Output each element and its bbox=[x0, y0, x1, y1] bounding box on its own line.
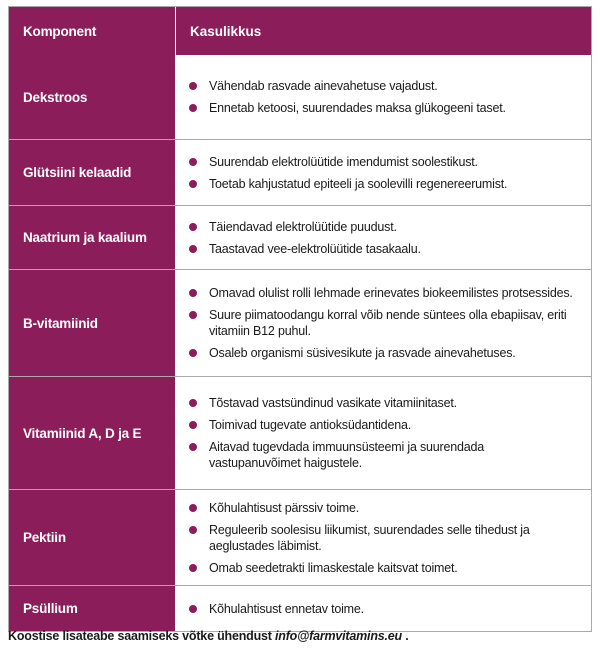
bullet-icon bbox=[189, 564, 197, 572]
bullet-icon bbox=[189, 504, 197, 512]
table-row bbox=[9, 205, 591, 269]
benefit-text: Suure piimatoodangu korral võib nende süntees olla ebapiisav, eriti vitamiin B12 puhul. bbox=[209, 308, 567, 338]
bullet-icon bbox=[189, 245, 197, 253]
list-item bbox=[176, 560, 577, 576]
list-item bbox=[176, 601, 577, 617]
benefit-list bbox=[175, 490, 591, 585]
component-name: Pektiin bbox=[9, 490, 175, 585]
component-name: B-vitamiinid bbox=[9, 270, 175, 376]
benefit-list bbox=[175, 377, 591, 489]
bullet-icon bbox=[189, 180, 197, 188]
list-item bbox=[176, 176, 577, 192]
components-table bbox=[8, 6, 592, 632]
benefit-text: Toetab kahjustatud epiteeli ja soolevilli regenereerumist. bbox=[209, 176, 508, 191]
bullet-icon bbox=[189, 289, 197, 297]
list-item bbox=[176, 439, 577, 471]
table-row bbox=[9, 139, 591, 205]
benefit-list bbox=[175, 206, 591, 269]
list-item bbox=[176, 78, 577, 94]
list-item bbox=[176, 307, 577, 339]
benefit-text: Omavad olulist rolli lehmade erinevates biokeemilistes protsessides. bbox=[209, 286, 573, 300]
table-row bbox=[9, 55, 591, 139]
bullet-icon bbox=[189, 223, 197, 231]
bullet-icon bbox=[189, 399, 197, 407]
list-item bbox=[176, 500, 577, 516]
bullet-icon bbox=[189, 82, 197, 90]
header-benefit: Kasulikkus bbox=[175, 7, 591, 55]
benefit-text: Aitavad tugevdada immuunsüsteemi ja suurendada vastupanuvõimet haigustele. bbox=[209, 440, 485, 470]
component-name: Dekstroos bbox=[9, 55, 175, 139]
bullet-icon bbox=[189, 104, 197, 112]
bullet-icon bbox=[189, 421, 197, 429]
list-item bbox=[176, 417, 577, 433]
contact-footer bbox=[8, 629, 409, 643]
header-component: Komponent bbox=[9, 7, 175, 55]
benefit-text: Omab seedetrakti limaskestale kaitsvat toimet. bbox=[209, 560, 458, 575]
benefit-list bbox=[175, 586, 591, 631]
list-item bbox=[176, 395, 577, 411]
benefit-text: Toimivad tugevate antioksüdantidena. bbox=[209, 418, 411, 432]
benefit-text: Täiendavad elektrolüütide puudust. bbox=[209, 219, 397, 234]
benefit-text: Suurendab elektrolüütide imendumist soolestikust. bbox=[209, 154, 478, 169]
benefit-list bbox=[175, 140, 591, 205]
list-item bbox=[176, 345, 577, 361]
table-body bbox=[9, 55, 591, 631]
bullet-icon bbox=[189, 443, 197, 451]
table-header-row bbox=[9, 7, 591, 55]
bullet-icon bbox=[189, 311, 197, 319]
table-row bbox=[9, 376, 591, 489]
footer-end: . bbox=[405, 629, 409, 643]
contact-email[interactable]: info@farmvitamins.eu bbox=[275, 629, 402, 643]
list-item bbox=[176, 241, 577, 257]
bullet-icon bbox=[189, 158, 197, 166]
benefit-text: Osaleb organismi süsivesikute ja rasvade ainevahetuses. bbox=[209, 346, 516, 360]
benefit-text: Tõstavad vastsündinud vasikate vitamiinitaset. bbox=[209, 396, 457, 410]
list-item bbox=[176, 219, 577, 235]
table-row bbox=[9, 585, 591, 631]
component-name: Naatrium ja kaalium bbox=[9, 206, 175, 269]
component-name: Psüllium bbox=[9, 586, 175, 631]
component-name: Glütsiini kelaadid bbox=[9, 140, 175, 205]
footer-text: Koostise lisateabe saamiseks võtke ühendust bbox=[8, 629, 272, 643]
list-item bbox=[176, 100, 577, 116]
benefit-text: Kõhulahtisust ennetav toime. bbox=[209, 601, 364, 616]
benefit-text: Ennetab ketoosi, suurendades maksa glükogeeni taset. bbox=[209, 101, 506, 115]
bullet-icon bbox=[189, 526, 197, 534]
benefit-text: Kõhulahtisust pärssiv toime. bbox=[209, 500, 360, 515]
component-name: Vitamiinid A, D ja E bbox=[9, 377, 175, 489]
list-item bbox=[176, 285, 577, 301]
benefit-text: Taastavad vee-elektrolüütide tasakaalu. bbox=[209, 241, 421, 256]
table-row bbox=[9, 269, 591, 376]
table-row bbox=[9, 489, 591, 585]
benefit-list bbox=[175, 270, 591, 376]
bullet-icon bbox=[189, 349, 197, 357]
list-item bbox=[176, 522, 577, 554]
bullet-icon bbox=[189, 605, 197, 613]
list-item bbox=[176, 154, 577, 170]
benefit-text: Vähendab rasvade ainevahetuse vajadust. bbox=[209, 79, 438, 93]
benefit-list bbox=[175, 55, 591, 139]
benefit-text: Reguleerib soolesisu liikumist, suurendades selle tihedust ja aeglustades läbimist. bbox=[209, 522, 530, 553]
